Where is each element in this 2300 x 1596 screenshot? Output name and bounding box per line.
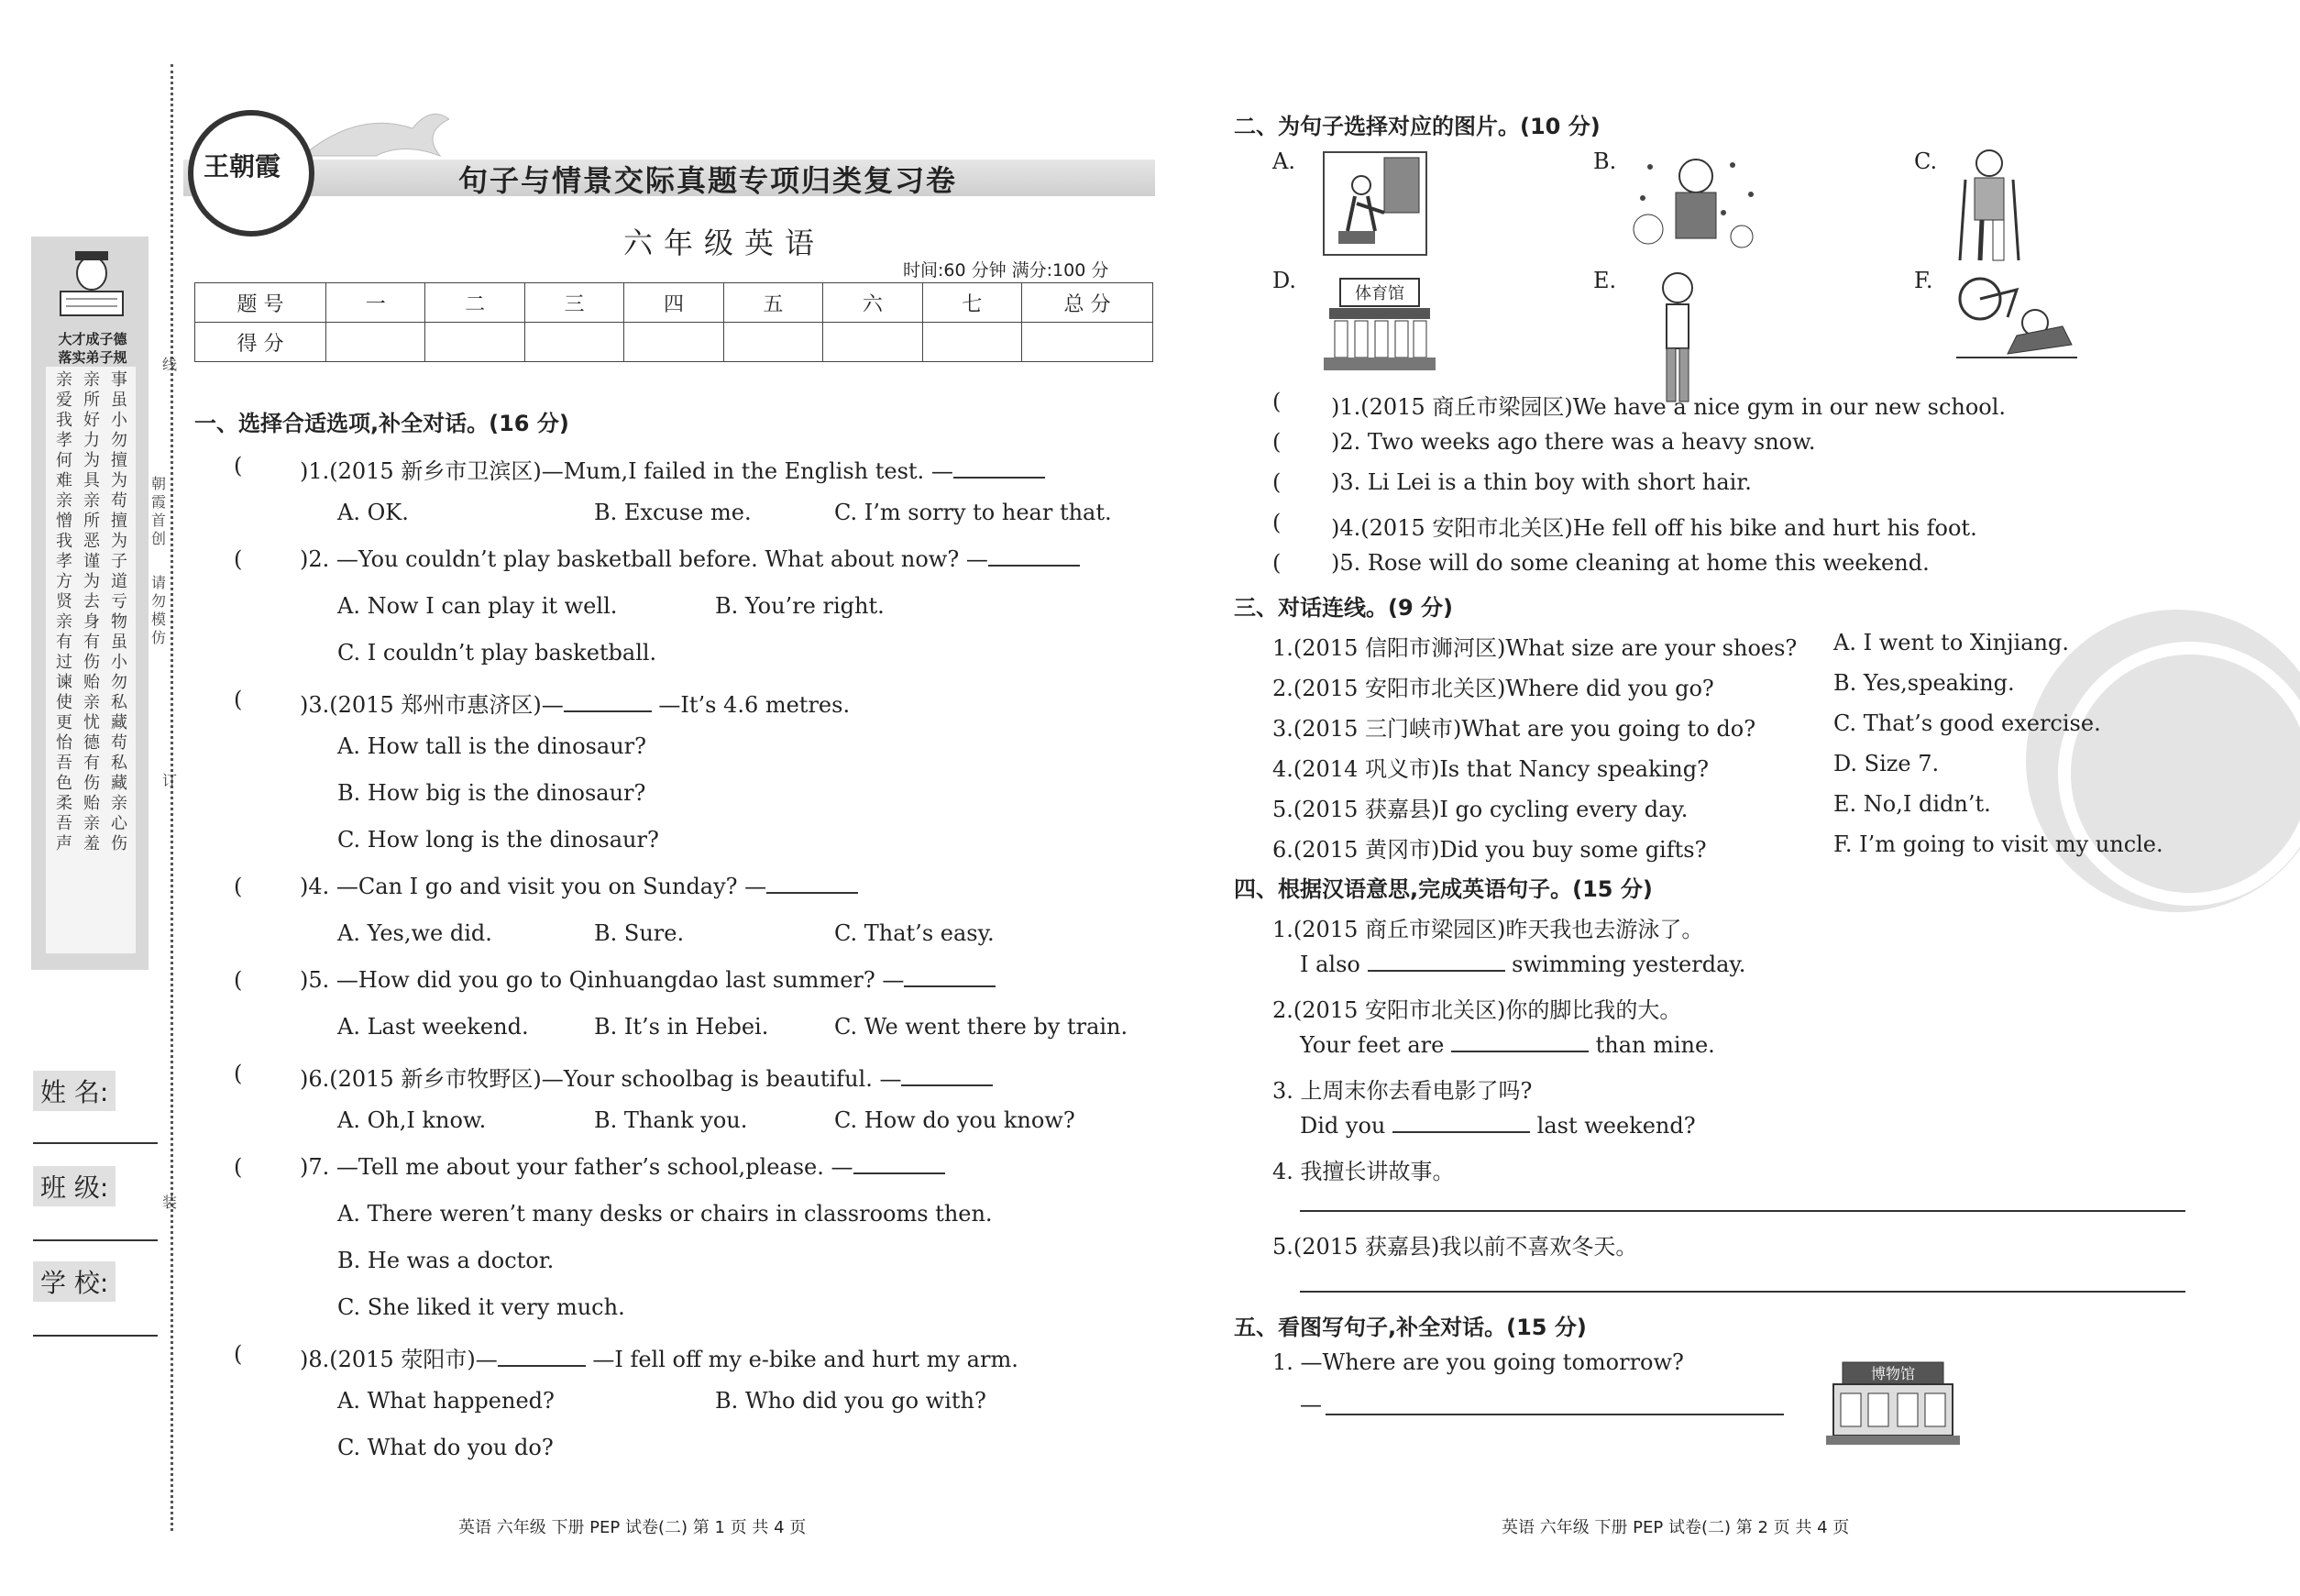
- seal-mark-order: 订: [161, 772, 177, 789]
- ribbon-decoration-icon: [303, 101, 449, 165]
- q7-option-a: A. There weren’t many desks or chairs in classrooms then.: [337, 1201, 993, 1227]
- q1-option-c: C. I’m sorry to hear that.: [834, 500, 1112, 525]
- s4-answer-2-blank[interactable]: [1451, 1051, 1589, 1052]
- injured-boy-picture-icon: [1953, 147, 2026, 266]
- q5-option-c: C. We went there by train.: [834, 1014, 1128, 1040]
- s3-question-3[interactable]: 3.(2015 三门峡市)What are you going to do?: [1272, 716, 1756, 742]
- question-3-stem: )3.(2015 郑州市惠济区)—: [300, 692, 564, 718]
- q5-option-b: B. It’s in Hebei.: [594, 1014, 769, 1040]
- s3-answer-d[interactable]: D. Size 7.: [1833, 751, 1940, 776]
- section-2-heading: 二、为句子选择对应的图片。(10 分): [1234, 114, 1601, 139]
- score-cell[interactable]: [624, 323, 723, 362]
- rules-column-3: 事 虽 小 勿 擅 为 苟 擅 为 子 道 亏 物 虽 小 勿 私 藏 苟 私 藏 亲 心 伤: [111, 370, 127, 853]
- score-cell[interactable]: [723, 323, 822, 362]
- s5-answer-dash: —: [1300, 1392, 1322, 1417]
- rules-column-1: 亲 爱 我 孝 何 难 亲 憎 我 孝 方 贤 亲 有 过 谏 使 更 怡 吾 色 柔 吾 声: [56, 370, 72, 853]
- page-1-footer: 英语 六年级 下册 PEP 试卷(二) 第 1 页 共 4 页: [458, 1518, 807, 1537]
- q4-option-c: C. That’s easy.: [834, 920, 995, 946]
- question-4-blank[interactable]: [766, 892, 858, 894]
- motto-line-2: 落实弟子规: [58, 349, 127, 366]
- q2-option-c: C. I couldn’t play basketball.: [337, 640, 657, 666]
- gym-building-picture-icon: [1320, 275, 1439, 374]
- q6-option-c: C. How do you know?: [834, 1107, 1075, 1133]
- s5-question-1: 1. —Where are you going tomorrow?: [1272, 1349, 1684, 1375]
- s4-prompt-1: 1.(2015 商丘市梁园区)昨天我也去游泳了。: [1272, 917, 1704, 942]
- q1-option-a: A. OK.: [337, 500, 409, 525]
- s4-answer-5-line[interactable]: [1300, 1291, 2185, 1293]
- cleaning-picture-icon: [1320, 149, 1430, 259]
- section-3-heading: 三、对话连线。(9 分): [1234, 595, 1453, 621]
- s3-answer-b[interactable]: B. Yes,speaking.: [1833, 670, 2015, 696]
- s3-question-2[interactable]: 2.(2015 安阳市北关区)Where did you go?: [1272, 676, 1714, 701]
- q3-option-a: A. How tall is the dinosaur?: [337, 733, 646, 759]
- q6-option-a: A. Oh,I know.: [337, 1107, 487, 1133]
- question-8-stem: )8.(2015 荥阳市)—: [300, 1347, 498, 1372]
- q2-option-b: B. You’re right.: [715, 593, 885, 619]
- answer-paren-q1[interactable]: (: [234, 453, 243, 479]
- q5-option-a: A. Last weekend.: [337, 1014, 529, 1040]
- question-3-blank[interactable]: [564, 710, 652, 712]
- s4-answer-1-suffix: swimming yesterday.: [1512, 952, 1746, 977]
- s4-prompt-5: 5.(2015 获嘉县)我以前不喜欢冬天。: [1272, 1234, 1638, 1260]
- question-2-stem: )2. —You couldn’t play basketball before. What about now? —: [300, 546, 988, 572]
- s2-statement-1: )1.(2015 商丘市梁园区)We have a nice gym in our new school.: [1331, 394, 2007, 420]
- s3-answer-e[interactable]: E. No,I didn’t.: [1833, 791, 1991, 817]
- question-1-stem: )1.(2015 新乡市卫滨区)—Mum,I failed in the English test. —: [300, 458, 953, 484]
- question-8-reply: —I fell off my e-bike and hurt my arm.: [592, 1347, 1018, 1372]
- score-cell[interactable]: [425, 323, 524, 362]
- s4-answer-3-prefix: Did you: [1300, 1113, 1386, 1139]
- question-3-reply: —It’s 4.6 metres.: [658, 692, 851, 718]
- answer-paren-q3[interactable]: (: [234, 687, 243, 712]
- picture-label-a: A.: [1272, 149, 1295, 174]
- answer-paren-s2-4[interactable]: (: [1272, 510, 1282, 535]
- score-header-cell: 四: [624, 283, 723, 323]
- q6-option-b: B. Thank you.: [594, 1107, 748, 1133]
- paper-title: 句子与情景交际真题专项归类复习卷: [458, 163, 958, 198]
- q8-option-b: B. Who did you go with?: [715, 1388, 986, 1414]
- score-header-cell: 题 号: [195, 283, 326, 323]
- q7-option-b: B. He was a doctor.: [337, 1248, 555, 1273]
- name-field[interactable]: [33, 1142, 158, 1144]
- picture-label-c: C.: [1914, 149, 1938, 174]
- q8-option-c: C. What do you do?: [337, 1435, 554, 1460]
- score-header-cell: 二: [425, 283, 524, 323]
- score-header-cell: 总 分: [1022, 283, 1153, 323]
- s3-question-1[interactable]: 1.(2015 信阳市浉河区)What size are your shoes?: [1272, 635, 1798, 661]
- s4-answer-1-blank[interactable]: [1368, 970, 1505, 972]
- q8-option-a: A. What happened?: [337, 1388, 555, 1414]
- seal-mark-bind: 装: [161, 1194, 177, 1211]
- thin-boy-picture-icon: [1650, 270, 1705, 407]
- question-4-stem: )4. —Can I go and visit you on Sunday? —: [300, 874, 767, 899]
- answer-paren-s2-5[interactable]: (: [1272, 550, 1282, 576]
- s4-prompt-3: 3. 上周末你去看电影了吗?: [1272, 1078, 1533, 1104]
- museum-sign-text: 博物馆: [1870, 1365, 1916, 1382]
- motto-line-1: 大才成子德: [58, 331, 127, 347]
- score-header-cell: 一: [326, 283, 425, 323]
- question-7-stem: )7. —Tell me about your father’s school,please. —: [300, 1154, 853, 1180]
- time-info: 时间:60 分钟 满分:100 分: [903, 260, 1109, 281]
- score-table: [194, 282, 1153, 362]
- snow-picture-icon: [1632, 149, 1760, 262]
- score-cell[interactable]: [524, 323, 623, 362]
- score-header-cell: 三: [524, 283, 623, 323]
- question-8-blank[interactable]: [498, 1365, 586, 1367]
- s4-answer-4-line[interactable]: [1300, 1210, 2185, 1212]
- q7-option-c: C. She liked it very much.: [337, 1294, 625, 1320]
- score-header-row: [195, 283, 1153, 323]
- bike-fall-picture-icon: [1953, 271, 2081, 363]
- score-row-label: 得 分: [195, 323, 326, 362]
- s3-answer-f[interactable]: F. I’m going to visit my uncle.: [1833, 831, 2163, 857]
- logo-text: 王朝霞: [204, 151, 281, 182]
- score-cell[interactable]: [1022, 323, 1153, 362]
- s4-prompt-4: 4. 我擅长讲故事。: [1272, 1159, 1455, 1184]
- seal-text-2: 请勿模仿: [150, 574, 166, 646]
- score-cell[interactable]: [823, 323, 922, 362]
- q4-option-b: B. Sure.: [594, 920, 685, 946]
- question-5-blank[interactable]: [904, 985, 996, 987]
- museum-picture-icon: [1824, 1357, 1962, 1448]
- s2-statement-4: )4.(2015 安阳市北关区)He fell off his bike and hurt his foot.: [1331, 515, 1977, 541]
- picture-label-d: D.: [1272, 268, 1297, 293]
- answer-paren-s2-1[interactable]: (: [1272, 389, 1282, 414]
- q4-option-a: A. Yes,we did.: [337, 920, 492, 946]
- s3-question-4[interactable]: 4.(2014 巩义市)Is that Nancy speaking?: [1272, 756, 1709, 782]
- score-header-cell: 五: [723, 283, 822, 323]
- section-4-heading: 四、根据汉语意思,完成英语句子。(15 分): [1234, 876, 1653, 902]
- score-header-cell: 七: [922, 283, 1021, 323]
- seal-mark-line: 线: [161, 356, 177, 373]
- answer-paren-s2-2[interactable]: (: [1272, 429, 1282, 455]
- s4-answer-2-suffix: than mine.: [1595, 1032, 1715, 1058]
- s4-prompt-2: 2.(2015 安阳市北关区)你的脚比我的大。: [1272, 997, 1682, 1023]
- s2-statement-2: )2. Two weeks ago there was a heavy snow.: [1331, 429, 1816, 455]
- s4-answer-3-suffix: last weekend?: [1536, 1113, 1696, 1139]
- s2-statement-3: )3. Li Lei is a thin boy with short hair.: [1331, 469, 1752, 495]
- picture-label-f: F.: [1914, 268, 1933, 293]
- s3-question-5[interactable]: 5.(2015 获嘉县)I go cycling every day.: [1272, 797, 1689, 822]
- score-header-cell: 六: [823, 283, 922, 323]
- score-cell[interactable]: [326, 323, 425, 362]
- answer-paren-s2-3[interactable]: (: [1272, 469, 1282, 495]
- gym-sign-text: 体育馆: [1355, 284, 1404, 303]
- s2-statement-5: )5. Rose will do some cleaning at home this weekend.: [1331, 550, 1930, 576]
- answer-paren-q8[interactable]: (: [234, 1341, 243, 1367]
- answer-paren-q5[interactable]: (: [234, 967, 243, 993]
- page-2-footer: 英语 六年级 下册 PEP 试卷(二) 第 2 页 共 4 页: [1502, 1518, 1850, 1537]
- q3-option-c: C. How long is the dinosaur?: [337, 827, 659, 853]
- picture-label-e: E.: [1593, 268, 1617, 293]
- q3-option-b: B. How big is the dinosaur?: [337, 780, 646, 806]
- score-value-row: [195, 323, 1153, 362]
- s4-answer-1-prefix: I also: [1300, 952, 1360, 977]
- rules-column-2: 亲 所 好 力 为 具 亲 所 恶 谨 为 去 身 有 伤 贻 亲 忧 德 有 伤 贻 亲 羞: [83, 370, 100, 853]
- scholar-figure-icon: [48, 246, 136, 328]
- picture-label-b: B.: [1593, 149, 1617, 174]
- class-field[interactable]: [33, 1239, 158, 1241]
- fold-line: [171, 64, 173, 1531]
- question-7-blank[interactable]: [853, 1172, 945, 1174]
- s3-answer-a[interactable]: A. I went to Xinjiang.: [1833, 630, 2069, 655]
- name-label: 姓 名:: [33, 1071, 116, 1111]
- answer-paren-q7[interactable]: (: [234, 1154, 243, 1180]
- seal-text-1: 朝霞首创: [150, 475, 166, 547]
- s3-answer-c[interactable]: C. That’s good exercise.: [1833, 710, 2101, 736]
- answer-paren-q6[interactable]: (: [234, 1061, 243, 1086]
- school-field[interactable]: [33, 1335, 158, 1337]
- q1-option-b: B. Excuse me.: [594, 500, 752, 525]
- question-6-blank[interactable]: [901, 1084, 993, 1086]
- section-5-heading: 五、看图写句子,补全对话。(15 分): [1234, 1315, 1587, 1340]
- s4-answer-2-prefix: Your feet are: [1300, 1032, 1445, 1058]
- s5-answer-1-line[interactable]: [1326, 1414, 1784, 1415]
- answer-paren-q4[interactable]: (: [234, 874, 243, 899]
- question-5-stem: )5. —How did you go to Qinhuangdao last summer? —: [300, 967, 905, 993]
- paper-subtitle: 六年级英语: [623, 226, 826, 260]
- answer-paren-q2[interactable]: (: [234, 546, 243, 572]
- s4-answer-3-blank[interactable]: [1392, 1131, 1530, 1133]
- s3-question-6[interactable]: 6.(2015 黄冈市)Did you buy some gifts?: [1272, 837, 1707, 863]
- q2-option-a: A. Now I can play it well.: [337, 593, 618, 619]
- score-cell[interactable]: [922, 323, 1021, 362]
- question-1-blank[interactable]: [953, 477, 1045, 479]
- section-1-heading: 一、选择合适选项,补全对话。(16 分): [194, 411, 569, 436]
- question-2-blank[interactable]: [988, 565, 1080, 567]
- school-label: 学 校:: [33, 1261, 116, 1302]
- question-6-stem: )6.(2015 新乡市牧野区)—Your schoolbag is beautiful. —: [300, 1066, 902, 1092]
- class-label: 班 级:: [33, 1166, 116, 1206]
